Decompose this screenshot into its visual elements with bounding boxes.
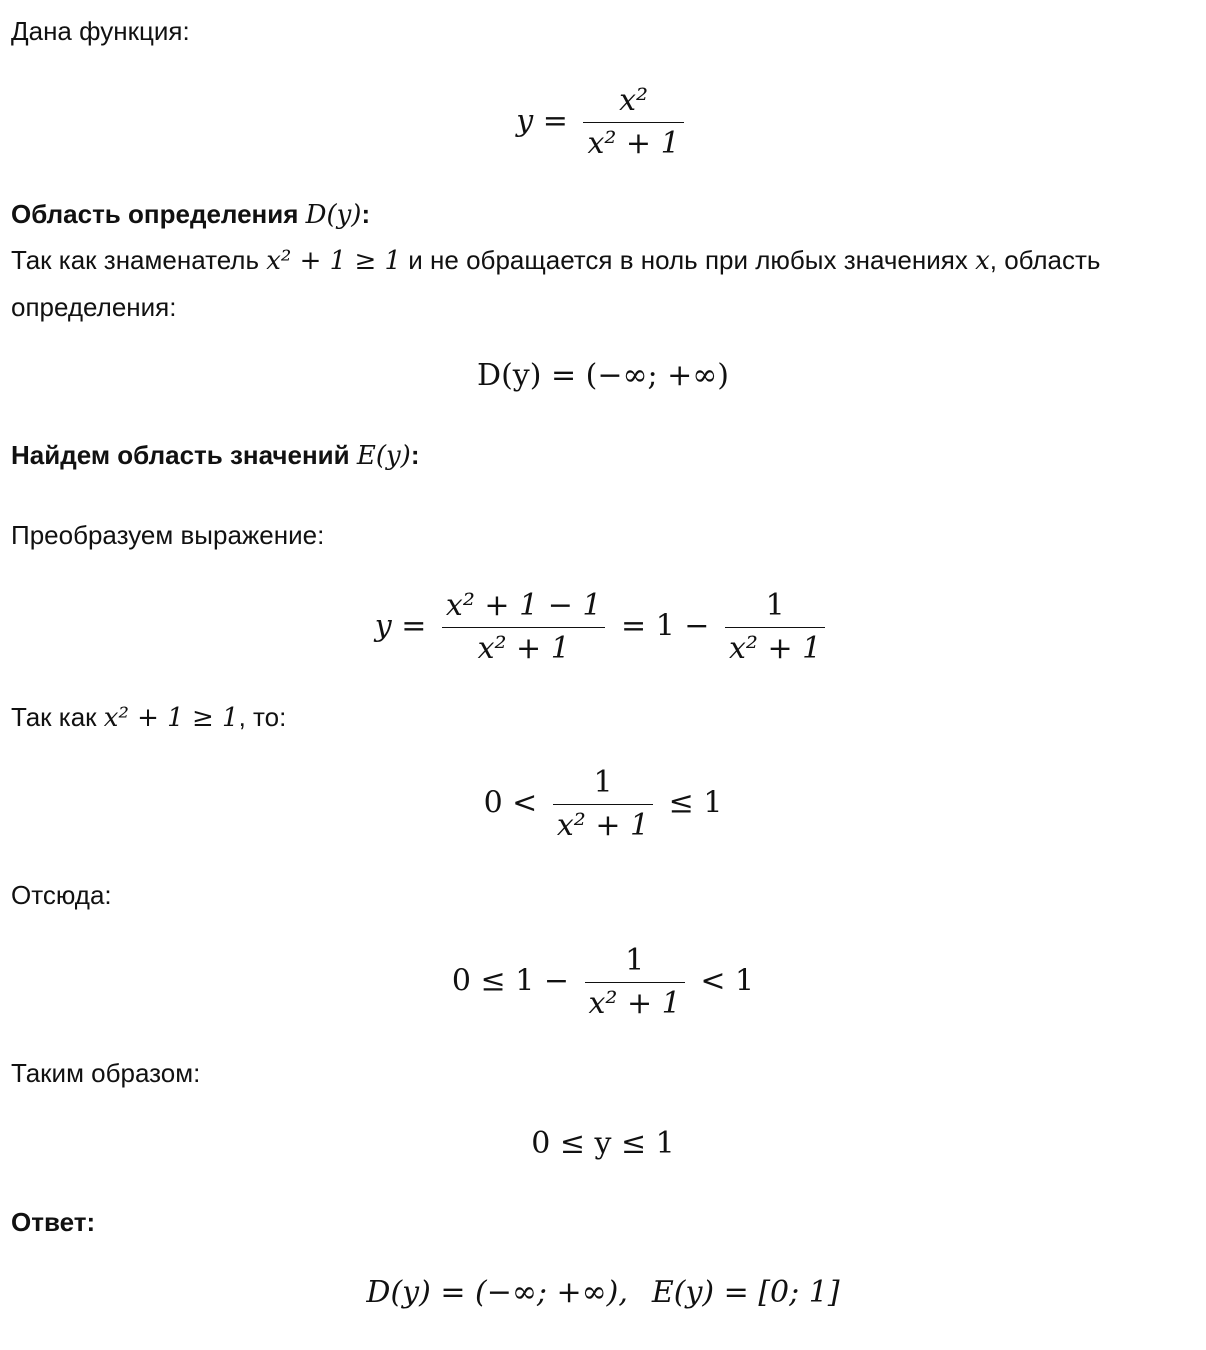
eq1-numerator: x² [583,80,683,123]
since-t2: , то: [238,702,287,732]
eq5-denominator: x² + 1 [588,986,681,1021]
eq3-numerator-2: 1 [725,585,825,628]
eq4-numerator: 1 [553,762,653,805]
eq1-lhs: y = [516,103,568,139]
domain-para-t1: Так как знаменатель [11,245,267,275]
eq3-lhs: y = [374,608,427,644]
domain-heading [11,197,370,232]
equation-range: 0 ≤ y ≤ 1 [531,1126,675,1161]
domain-para-t3: , область определения: [11,245,1101,322]
answer-range: E(y) = [0; 1] [651,1275,840,1310]
eq5-lhs: 0 ≤ 1 − [451,963,569,999]
domain-para-m2: x [975,246,990,276]
eq3-middle: = 1 − [621,608,710,644]
answer-equation [0,1273,1206,1313]
thus-label: Таким образом: [11,1058,201,1088]
range-heading-math: E(y) [356,441,411,471]
eq3-fraction-1 [442,585,606,670]
range-heading [11,438,420,473]
since-m1: x² + 1 ≥ 1 [103,703,239,733]
equation-transform [0,585,1206,670]
equation-domain: D(y) = (−∞; +∞) [477,358,729,393]
eq3-fraction-2 [725,585,825,670]
eq3-numerator-1: x² + 1 − 1 [442,585,606,628]
range-heading-text: Найдем область значений [11,440,357,470]
equation-function [0,80,1206,165]
eq4-fraction [553,762,653,847]
eq5-fraction [585,940,685,1025]
equation-bounds-y [0,940,1206,1025]
answer-label: Ответ: [11,1207,96,1237]
transform-label: Преобразуем выражение: [11,520,325,550]
eq3-denominator-1: x² + 1 [477,631,570,666]
eq5-rhs: < 1 [700,963,755,999]
since-t1: Так как [11,702,104,732]
eq1-denominator: x² + 1 [587,126,680,161]
eq1-fraction [583,80,683,165]
eq4-rhs: ≤ 1 [668,785,723,821]
domain-heading-math: D(y) [305,200,362,230]
since-line [11,700,286,735]
range-heading-colon: : [410,440,420,470]
domain-heading-colon: : [361,199,371,229]
domain-para-t2: и не обращается в ноль при любых значениях [401,245,976,275]
eq4-lhs: 0 < [483,785,538,821]
eq5-numerator: 1 [585,940,685,983]
hence-label: Отсюда: [11,880,112,910]
domain-paragraph [11,237,1201,330]
domain-para-m1: x² + 1 ≥ 1 [266,246,402,276]
answer-domain: D(y) = (−∞; +∞), [366,1275,628,1310]
eq3-denominator-2: x² + 1 [729,631,822,666]
intro-text: Дана функция: [11,16,190,46]
equation-bounds-fraction [0,762,1206,847]
eq4-denominator: x² + 1 [556,808,650,843]
domain-heading-text: Область определения [11,199,306,229]
